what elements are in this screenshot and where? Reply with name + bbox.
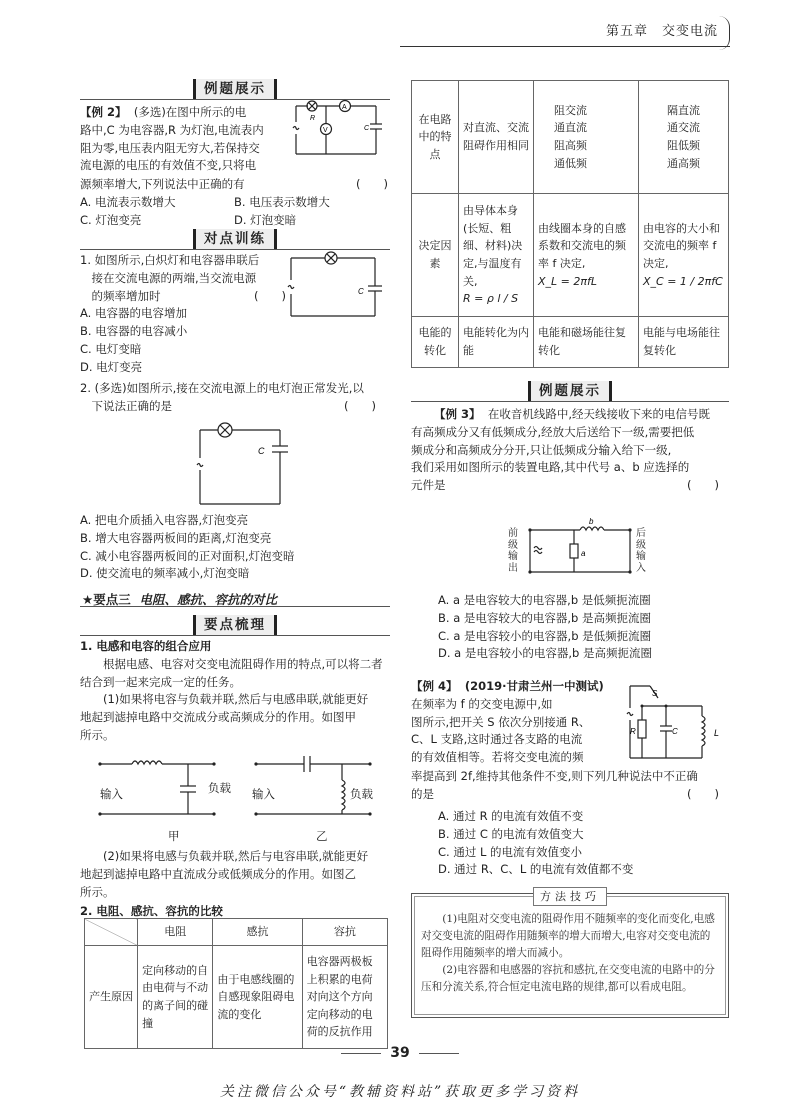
- text-line: 源频率增大,下列说法中正确的有: [80, 177, 245, 191]
- method-tips-box: [411, 890, 729, 1018]
- comparison-table-part-1: [84, 918, 388, 1049]
- section-title-summary: [80, 614, 390, 636]
- option-c: C. 减小电容器两板间的正对面积,灯泡变暗: [80, 548, 295, 563]
- example-4-source: (2019·甘肃兰州一中测试): [464, 679, 604, 693]
- option-c: C. a 是电容较小的电容器,b 是低频扼流圈: [438, 628, 652, 643]
- text-line: 下说法正确的是: [91, 398, 172, 413]
- figure-yi-input-label: 输入: [252, 787, 275, 801]
- text-line: 通直流: [554, 121, 587, 135]
- table-cell: 电能和磁场能往复转化: [534, 317, 639, 368]
- text-line: 结合到一起来完成一定的任务。: [80, 674, 241, 689]
- page-number-text: 39: [390, 1045, 410, 1061]
- example-3-options: [438, 592, 728, 663]
- answer-paren: ( ): [687, 786, 719, 801]
- text-line: 接在交流电源的两端,当交流电源: [91, 270, 257, 285]
- text-line: C、L 支路,这时通过各支路的电流: [411, 732, 583, 747]
- option-c: C. 通过 L 的电流有效值变小: [438, 844, 583, 859]
- subsection-title: 1. 电感和电容的组合应用: [80, 639, 212, 653]
- keypoint-title: 电阻、感抗、容抗的对比: [139, 592, 277, 607]
- text: 由电容的大小和交流电的频率 f 决定,: [643, 221, 720, 270]
- text-line: 地起到滤掉电路中交流成分或高频成分的作用。如图甲: [80, 710, 356, 725]
- figure-yi-caption: 乙: [316, 829, 328, 843]
- figure-jia-input-label: 输入: [100, 787, 123, 801]
- section-title-example: [80, 78, 390, 100]
- summary-part-1: [80, 638, 392, 745]
- table-header-resistance: 电阻: [138, 919, 213, 946]
- inductive-reactance-formula: X_L = 2πfL: [538, 274, 597, 288]
- section-title-example-right: [411, 380, 729, 402]
- svg-text:C: C: [672, 727, 678, 736]
- method-tips-title: 方法技巧: [533, 887, 607, 906]
- text-line: 图所示,把开关 S 依次分别接通 R、: [411, 714, 591, 729]
- resistance-formula: R = ρ l / S: [463, 292, 519, 306]
- option-d: D. 灯泡变暗: [234, 212, 297, 227]
- table-cell-capacitor-factor: [639, 194, 729, 317]
- footer-text: 关注微信公众号“教辅资料站”获取更多学习资料: [219, 1084, 581, 1100]
- section-title-text: 对点训练: [193, 229, 277, 250]
- ex3-right-label: 后级输入: [636, 528, 646, 574]
- option-c: C. 电灯变暗: [80, 342, 142, 357]
- summary-part-1b: [80, 848, 392, 921]
- option-d: D. 通过 R、C、L 的电流有效值都不变: [438, 862, 634, 877]
- option-b: B. 电容器的电容减小: [80, 324, 188, 339]
- figure-jia-caption: 甲: [168, 829, 180, 843]
- table-header-capacitive-reactance: 容抗: [302, 919, 387, 946]
- option-a: A. a 是电容较大的电容器,b 是低频扼流圈: [438, 593, 651, 607]
- text-line: 阻为零,电压表内阻无穷大,若保持交: [80, 140, 260, 155]
- figure-jia-load-label: 负载: [208, 781, 231, 795]
- option-d: D. 使交流电的频率减小,灯泡变暗: [80, 566, 250, 581]
- table-cell: 对直流、交流阻碍作用相同: [459, 81, 534, 194]
- svg-text:A: A: [342, 104, 347, 111]
- question-1: [80, 252, 290, 377]
- example-4-options: [438, 808, 728, 879]
- table-cell-inductor-role: [534, 81, 639, 194]
- svg-text:S: S: [652, 689, 658, 698]
- answer-paren: ( ): [344, 398, 376, 413]
- table-cell: 电能与电场能往复转化: [639, 317, 729, 368]
- svg-text:C: C: [364, 125, 370, 132]
- text-line: 阻低频: [667, 139, 700, 152]
- text-line: 在频率为 f 的交变电源中,如: [411, 696, 553, 711]
- option-c: C. 灯泡变亮: [80, 212, 142, 227]
- option-a: A. 通过 R 的电流有效值不变: [438, 809, 584, 823]
- table-cell: 定向移动的自由电荷与不动的离子间的碰撞: [138, 946, 213, 1049]
- table-header-inductive-reactance: 感抗: [213, 919, 302, 946]
- label-a: a: [581, 549, 586, 558]
- section-title-text: 例题展示: [193, 79, 277, 100]
- method-tip-2: (2)电容器和电感器的容抗和感抗,在交变电流的电路中的分压和分流关系,符合恒定电流电路的规律,都可以看成电阻。: [421, 963, 715, 993]
- option-a: A. 把电介质插入电容器,灯泡变亮: [80, 513, 249, 527]
- text-line: 有高频成分又有低频成分,经放大后送给下一级,需要把低: [411, 424, 695, 439]
- text: 由导体本身(长短、粗细、材料)决定,与温度有关,: [463, 204, 523, 288]
- header-bracket: [719, 16, 730, 50]
- example-4-stem: [411, 678, 625, 767]
- text-line: 在收音机线路中,经天线接收下来的电信号既: [487, 407, 710, 421]
- table-cell: 由于电感线圈的自感现象阻碍电流的变化: [213, 946, 302, 1049]
- page-number-rule-right: [419, 1053, 459, 1054]
- text-line: 我们采用如图所示的装置电路,其中代号 a、b 应选择的: [411, 460, 690, 475]
- page-number-rule-left: [341, 1053, 381, 1054]
- option-b: B. a 是电容较大的电容器,b 是高频扼流圈: [438, 610, 652, 625]
- ex3-left-label: 前级输出: [508, 528, 518, 574]
- option-d: D. 电灯变亮: [80, 359, 143, 374]
- table-row-label-role: 在电路中的特点: [412, 81, 459, 194]
- table-cell-capacitor-role: [639, 81, 729, 194]
- example-2-circuit-diagram: [290, 98, 390, 160]
- figure-yi-load-label: 负载: [350, 787, 373, 801]
- text: 由线圈本身的自感系数和交流电的频率 f 决定,: [538, 221, 626, 270]
- answer-paren: ( ): [356, 177, 388, 191]
- text-line: 阻交流: [554, 103, 587, 117]
- svg-text:C: C: [258, 446, 265, 456]
- svg-text:L: L: [714, 728, 720, 738]
- text-line: (2)如果将电感与负载并联,然后与电容串联,就能更好: [103, 849, 369, 863]
- keypoint-rule: [80, 606, 390, 607]
- example-2-last-line: [80, 176, 388, 229]
- text-line: 的是: [411, 786, 434, 801]
- table-cell-inductor-factor: [534, 194, 639, 317]
- example-4-tail: [411, 768, 729, 804]
- text-line: (1)如果将电容与负载并联,然后与电感串联,就能更好: [103, 692, 369, 707]
- option-a: A. 电流表示数增大: [80, 194, 176, 209]
- example-2-tag: 【例 2】: [80, 105, 127, 119]
- keypoint-label: ★要点三: [82, 592, 131, 607]
- option-b: B. 增大电容器两板间的距离,灯泡变亮: [80, 530, 272, 545]
- text-line: 流电源的电压的有效值不变,只将电: [80, 158, 257, 173]
- text-line: 2. (多选)如图所示,接在交流电源上的电灯泡正常发光,以: [80, 381, 364, 395]
- example-2-stem: [80, 104, 295, 175]
- option-b: B. 通过 C 的电流有效值变大: [438, 826, 584, 841]
- option-a: A. 电容器的电容增加: [80, 306, 187, 321]
- answer-paren: ( ): [687, 478, 719, 493]
- text-line: 元件是: [411, 478, 446, 493]
- text-line: 所示。: [80, 728, 115, 743]
- subsection-title: 2. 电阻、感抗、容抗的比较: [80, 904, 223, 919]
- text-line: 的频率增加时: [91, 288, 161, 303]
- text-line: 通交流: [667, 121, 700, 135]
- table-cell: 电能转化为内能: [459, 317, 534, 368]
- text-line: 阻高频: [554, 139, 587, 152]
- table-row-label-energy: 电能的转化: [412, 317, 459, 368]
- text-line: 率提高到 2f,维持其他条件不变,则下列几种说法中不正确: [411, 769, 698, 783]
- text-line: 路中,C 为电容器,R 为灯泡,电流表内: [80, 122, 264, 137]
- option-b: B. 电压表示数增大: [234, 194, 330, 209]
- section-title-practice: [80, 228, 390, 250]
- svg-text:R: R: [630, 727, 636, 736]
- svg-text:R: R: [310, 115, 316, 122]
- text-line: 通低频: [554, 156, 587, 170]
- question-1-circuit-diagram: [285, 250, 385, 322]
- method-tips-content: [414, 896, 726, 1015]
- text-line: 频成分和高频成分分开,只让低频成分输入给下一级,: [411, 442, 672, 457]
- example-3-tag: 【例 3】: [434, 407, 481, 421]
- table-cell: 电容器两极板上积累的电荷对向这个方向定向移动的电荷的反抗作用: [302, 946, 387, 1049]
- option-d: D. a 是电容较小的电容器,b 是高频扼流圈: [438, 646, 652, 661]
- text-line: 1. 如图所示,白炽灯和电容器串联后: [80, 253, 260, 267]
- table-row-label-factor: 决定因素: [412, 194, 459, 317]
- text-line: 根据电感、电容对交变电流阻碍作用的特点,可以将二者: [103, 656, 383, 671]
- example-4-tag: 【例 4】: [411, 679, 458, 693]
- comparison-table-part-2: [411, 80, 729, 368]
- table-row-label-cause: 产生原因: [85, 946, 138, 1049]
- text-line: (多选)在图中所示的电: [133, 105, 247, 119]
- text-line: 隔直流: [667, 103, 700, 117]
- question-2: [80, 380, 390, 416]
- section-rule: [80, 635, 390, 636]
- section-title-text: 例题展示: [528, 381, 612, 402]
- table-cell-resistance-factor: [459, 194, 534, 317]
- label-b: b: [589, 517, 594, 526]
- example-4-circuit-diagram: [622, 676, 732, 766]
- text-line: 通高频: [667, 156, 700, 170]
- example-3-stem: [411, 406, 729, 495]
- text-line: 的有效值相等。若将交变电流的频: [411, 750, 584, 765]
- chapter-header: 第五章 交变电流: [605, 24, 718, 39]
- capacitive-reactance-formula: X_C = 1 / 2πfC: [643, 274, 723, 288]
- question-2-options: [80, 512, 390, 583]
- svg-text:C: C: [358, 287, 364, 296]
- answer-paren: ( ): [254, 288, 286, 303]
- header-rule: [400, 46, 730, 47]
- svg-text:V: V: [323, 127, 328, 134]
- text-line: 地起到滤掉电路中直流成分或低频成分的作用。如图乙: [80, 866, 356, 881]
- section-rule: [411, 401, 729, 402]
- text-line: 所示。: [80, 884, 115, 899]
- section-title-text: 要点梳理: [193, 615, 277, 636]
- method-tip-1: (1)电阻对交变电流的阻碍作用不随频率的变化而变化,电感对交变电流的阻碍作用随频率的增大而增大,电容对交变电流的阻碍作用随频率的增大而减小。: [421, 913, 715, 959]
- question-2-circuit-diagram: [192, 418, 292, 510]
- page-number: [0, 1043, 800, 1065]
- table-corner-cell: [85, 919, 138, 946]
